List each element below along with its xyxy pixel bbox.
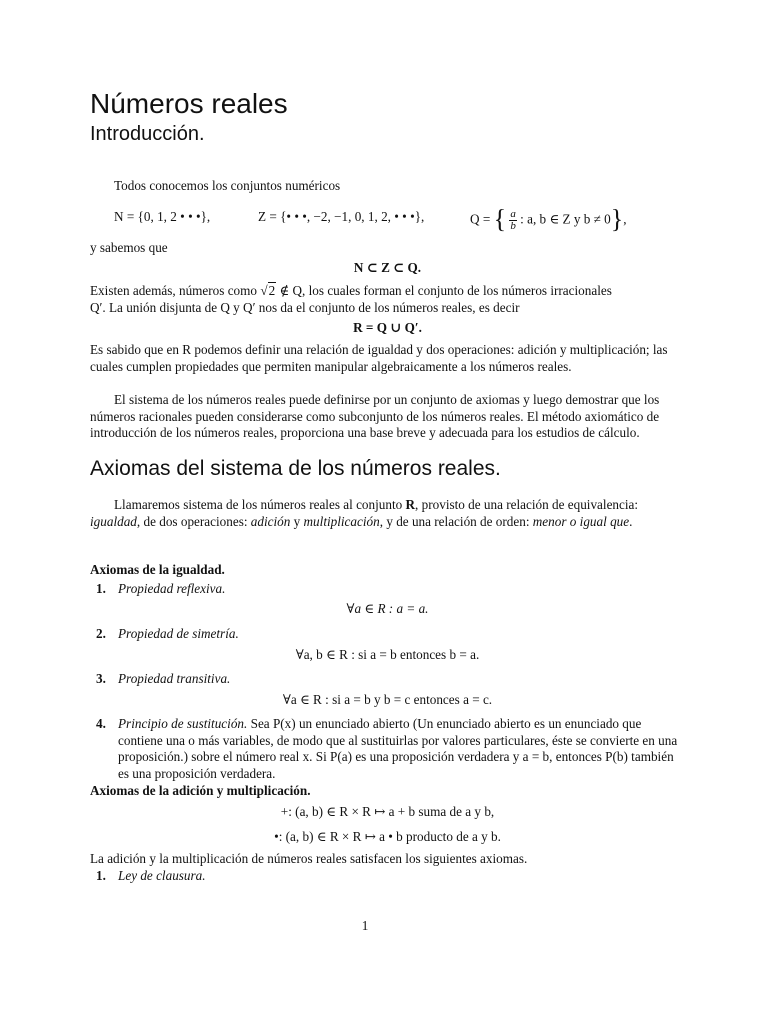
term-orden: menor o igual que — [532, 513, 630, 529]
item-name: Principio de sustitución. — [118, 716, 248, 731]
sqrt-radicand: 2 — [268, 283, 276, 298]
axioms-intro-R: R — [405, 497, 416, 512]
item-name: Propiedad transitiva. — [118, 671, 231, 686]
list-item — [96, 716, 686, 782]
axioms-intro-text: , de dos operaciones: — [136, 513, 251, 529]
item-name: Propiedad de simetría. — [118, 626, 239, 641]
item-number: 1. — [96, 581, 106, 596]
reals-formula: R = Q ∪ Q′. — [353, 320, 422, 335]
set-q — [470, 204, 627, 234]
equality-heading: Axiomas de la igualdad. — [90, 562, 225, 577]
item-body: Sea P(x) un enunciado abierto (Un enunciado abierto es un enunciado que contiene una o más variables, de modo que al sustituirlas por valores particulares, éste se convierte en una proposición.) sobre el número real x. Si P(a) es una proposición verdadera y a = b, entonces P(b) también es una proposición verdadera. — [118, 716, 678, 781]
page-number: 1 — [361, 918, 369, 933]
intro-lead: Todos conocemos los conjuntos numéricos — [114, 178, 341, 193]
set-n: N = {0, 1, 2 • • •}, — [114, 209, 211, 224]
axioms-intro-text: , provisto de una relación de equivalencia: — [415, 497, 639, 512]
axioms-intro-text: y — [290, 513, 304, 529]
irr-line2: Q′. La unión disjunta de Q y Q′ nos da el conjunto de los números reales, es decir — [90, 299, 520, 315]
list-item — [96, 581, 686, 598]
item-number: 2. — [96, 626, 106, 641]
list-item — [96, 626, 686, 643]
set-q-lhs: Q = — [470, 211, 494, 227]
addmul-heading: Axiomas de la adición y multiplicación. — [90, 783, 311, 798]
axioms-intro-text: Llamaremos sistema de los números reales al conjunto — [114, 497, 406, 512]
term-igualdad: igualdad — [90, 513, 137, 529]
fraction-numerator: a — [510, 208, 516, 220]
term-adicion: adición — [250, 513, 291, 529]
page-title: Números reales — [90, 88, 288, 119]
section-subtitle: Introducción. — [90, 123, 205, 145]
item-number: 1. — [96, 868, 106, 883]
paragraph-definition: Es sabido que en R podemos definir una relación de igualdad y dos operaciones: adición y multiplicación; las cuales cumplen propiedades que permiten manipular algebraicamente a los números reales. — [90, 342, 668, 374]
sum-definition: +: (a, b) ∈ R × R ↦ a + b suma de a y b, — [280, 804, 495, 819]
right-brace: } — [610, 204, 624, 234]
set-z: Z = {• • •, −2, −1, 0, 1, 2, • • •}, — [258, 209, 425, 224]
product-definition: •: (a, b) ∈ R × R ↦ a • b producto de a y b. — [274, 829, 501, 844]
symmetry-formula: ∀a, b ∈ R : si a = b entonces b = a. — [295, 647, 480, 662]
irrationals-paragraph — [90, 283, 685, 316]
transitive-formula: ∀a ∈ R : si a = b y b = c entonces a = c. — [282, 692, 493, 707]
axioms-heading: Axiomas del sistema de los números reales. — [90, 457, 501, 480]
set-q-tail: , — [623, 211, 627, 227]
reflexive-formula: ∀a ∈ R : a = a. — [346, 601, 429, 616]
irr-pre: Existen además, números como — [90, 283, 261, 298]
term-multiplicacion: multiplicación — [303, 513, 380, 529]
list-item — [96, 868, 686, 885]
fraction — [509, 209, 517, 232]
item-text — [118, 716, 686, 782]
set-q-condition: : a, b ∈ Z y b ≠ 0 — [516, 211, 611, 227]
item-name: Ley de clausura. — [118, 868, 206, 883]
left-brace: { — [493, 204, 507, 234]
sqrt-symbol: √ — [260, 283, 268, 298]
item-number: 3. — [96, 671, 106, 686]
list-item — [96, 671, 686, 688]
axioms-intro-text: , y de una relación de orden: — [379, 513, 533, 529]
axioms-intro-paragraph — [90, 497, 685, 530]
paragraph-axiomatic: El sistema de los números reales puede definirse por un conjunto de axiomas y luego demostrar que los números racionales pueden considerarse como subconjunto de los números reales. El método axiomático de introducción de los números reales, proporciona una base breve y adecuada para los estudios de cálculo. — [90, 392, 660, 441]
irr-post: ∉ Q, los cuales forman el conjunto de los números irracionales — [276, 283, 612, 298]
addmul-satisfy: La adición y la multiplicación de números reales satisfacen los siguientes axiomas. — [90, 851, 528, 866]
item-name: Propiedad reflexiva. — [118, 581, 226, 596]
inclusion-formula: N ⊂ Z ⊂ Q. — [353, 260, 422, 275]
and-we-know: y sabemos que — [90, 240, 168, 255]
item-number: 4. — [96, 716, 106, 731]
fraction-denominator: b — [510, 220, 516, 232]
axioms-intro-text: . — [629, 513, 633, 529]
